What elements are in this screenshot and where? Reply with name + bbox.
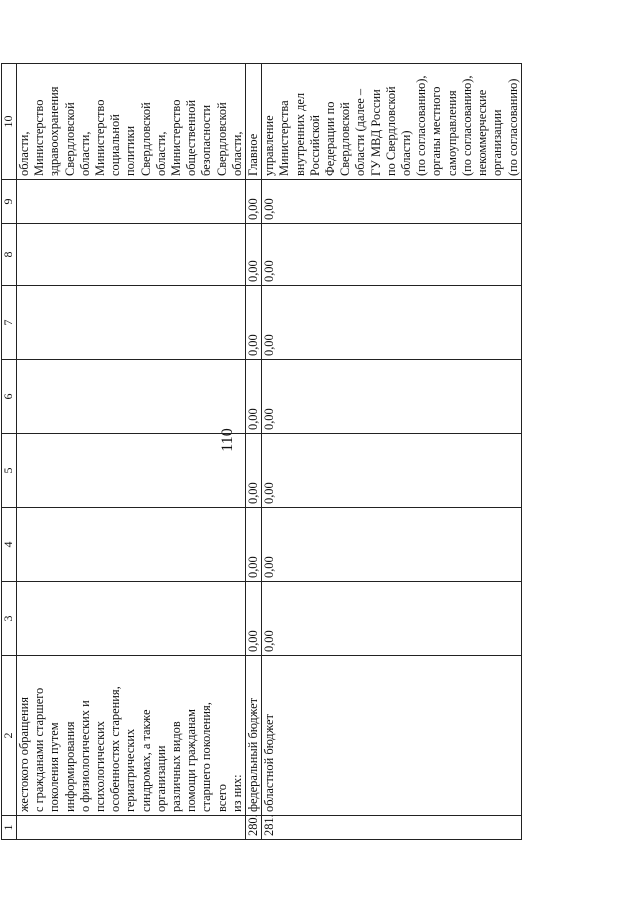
- column-number: 10: [2, 64, 17, 180]
- text-line: органы местного: [429, 86, 444, 176]
- text-line: Российской: [307, 114, 322, 176]
- text-line: с гражданами старшего: [32, 687, 47, 812]
- value-cell-empty: [17, 508, 246, 582]
- column-number: 8: [2, 224, 17, 286]
- value-cell: 0,00: [246, 434, 262, 508]
- value-cell: 0,00: [262, 582, 521, 656]
- row-number: [17, 816, 246, 840]
- text-line: Министерство: [93, 99, 108, 176]
- text-line: (по согласованию): [505, 78, 520, 176]
- text-line: Свердловской: [62, 102, 77, 176]
- column-number: 6: [2, 360, 17, 434]
- text-line: о физиологических и: [77, 700, 92, 812]
- column-number: 5: [2, 434, 17, 508]
- text-line: политики: [123, 125, 138, 176]
- text-line: Свердловской: [214, 102, 229, 176]
- value-cell: 0,00: [246, 224, 262, 286]
- text-line: организации: [490, 109, 505, 176]
- text-line: Министерства: [277, 100, 292, 176]
- executors-cell: [246, 64, 262, 180]
- text-line: психологических: [93, 721, 108, 812]
- value-cell-empty: [17, 582, 246, 656]
- value-cell-empty: [17, 180, 246, 224]
- text-line: (по согласованию),: [459, 75, 474, 176]
- value-cell-empty: [17, 224, 246, 286]
- text-line: области,: [17, 131, 31, 176]
- column-number: 9: [2, 180, 17, 224]
- text-line: организации: [153, 745, 168, 812]
- event-description: [17, 656, 246, 816]
- value-cell: 0,00: [246, 180, 262, 224]
- text-line: из них:: [229, 774, 244, 812]
- column-number: 2: [2, 656, 17, 816]
- value-cell: 0,00: [246, 286, 262, 360]
- text-line: гериатрических: [123, 728, 138, 812]
- text-line: различных видов: [169, 721, 184, 812]
- text-line: помощи гражданам: [184, 708, 199, 812]
- text-line: Федерации по: [323, 101, 338, 176]
- text-line: некоммерческие: [475, 89, 490, 176]
- text-line: жестокого обращения: [17, 697, 31, 812]
- text-line: старшего поколения,: [199, 702, 214, 812]
- page-number-text: 110: [219, 428, 236, 452]
- value-cell: 0,00: [246, 582, 262, 656]
- text-line: области): [399, 130, 414, 176]
- text-line: особенностях старения,: [108, 686, 123, 812]
- row-number: 280.: [246, 816, 262, 840]
- text-line: поколения путем: [47, 722, 62, 812]
- text-line: синдромах, а также: [138, 709, 153, 812]
- value-cell-empty: [17, 286, 246, 360]
- text-line: всего: [214, 784, 229, 812]
- text-line: Главное: [246, 133, 261, 176]
- table-row-281: [262, 64, 521, 840]
- table-row-intro: [17, 64, 246, 840]
- table-row-280: [246, 64, 262, 840]
- value-cell: 0,00: [246, 508, 262, 582]
- column-number: 1: [2, 816, 17, 840]
- value-cell: 0,00: [262, 180, 521, 224]
- text-line: Свердловской: [138, 102, 153, 176]
- text-line: Министерство: [32, 99, 47, 176]
- value-cell: 0,00: [262, 286, 521, 360]
- text-line: Министерство: [169, 99, 184, 176]
- text-line: области,: [77, 131, 92, 176]
- text-line: безопасности: [199, 104, 214, 176]
- row-number: 281.: [262, 816, 521, 840]
- text-line: здравоохранения: [47, 86, 62, 176]
- text-line: области,: [229, 131, 244, 176]
- text-line: области (далее –: [353, 88, 368, 176]
- value-cell: 0,00: [262, 360, 521, 434]
- value-cell: 0,00: [262, 508, 521, 582]
- text-line: самоуправления: [444, 90, 459, 176]
- value-cell: 0,00: [262, 434, 521, 508]
- value-cell-empty: [17, 360, 246, 434]
- value-cell: 0,00: [262, 224, 521, 286]
- text-line: внутренних дел: [292, 92, 307, 176]
- program-table-container: [1, 64, 520, 840]
- text-line: управление: [262, 115, 277, 176]
- column-number: 7: [2, 286, 17, 360]
- text-line: области,: [153, 131, 168, 176]
- column-number-row: [2, 64, 17, 840]
- value-cell-empty: [17, 434, 246, 508]
- column-number: 4: [2, 508, 17, 582]
- executors-cell: [262, 64, 521, 180]
- executors-cell: [17, 64, 246, 180]
- column-number: 3: [2, 582, 17, 656]
- text-line: общественной: [184, 99, 199, 176]
- budget-name: федеральный бюджет: [246, 656, 262, 816]
- text-line: информирования: [62, 721, 77, 812]
- text-line: ГУ МВД России: [368, 89, 383, 176]
- text-line: социальной: [108, 114, 123, 176]
- value-cell: 0,00: [246, 360, 262, 434]
- text-line: Свердловской: [338, 102, 353, 176]
- text-line: по Свердловской: [383, 86, 398, 176]
- budget-name: областной бюджет: [262, 656, 521, 816]
- program-table: [1, 63, 522, 840]
- text-line: (по согласованию),: [414, 75, 429, 176]
